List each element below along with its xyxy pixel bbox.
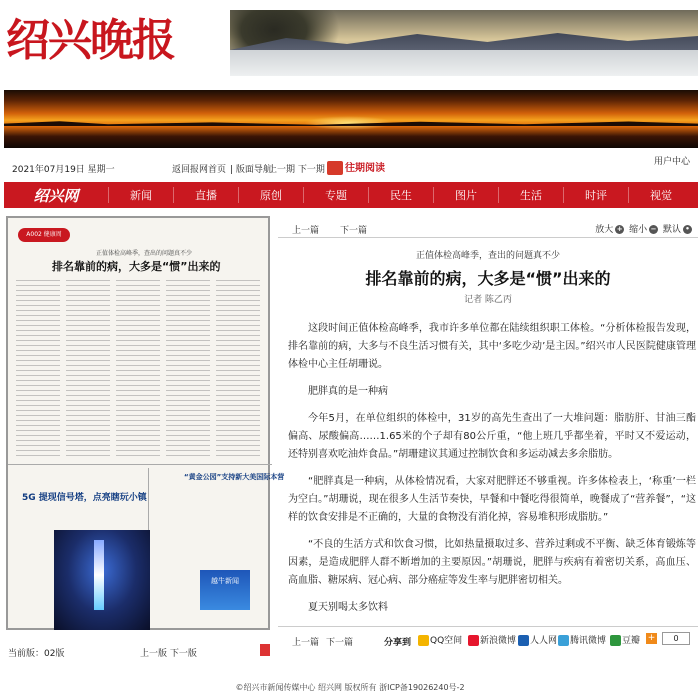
article-kicker: 正值体检高峰季，查出的问题真不少: [415, 251, 560, 261]
zoom-default-label[interactable]: 默认: [662, 225, 681, 235]
divider: [8, 464, 272, 465]
lead-kicker: 正值体检高峰季，查出的问题真不少: [96, 250, 193, 257]
top-links: 返回报网首页 | 版面导航: [172, 165, 272, 175]
page-lead-header: [16, 224, 256, 273]
text-column: [166, 280, 210, 458]
share-count: 0: [662, 632, 690, 645]
header-banner-lake: [230, 10, 698, 76]
share-renren-label: 人人网: [530, 636, 558, 646]
share-bar: [278, 626, 698, 650]
issue-date: 2021年07月19日 星期一: [12, 165, 115, 175]
next-edition-link[interactable]: 下一版: [169, 649, 197, 659]
next-article-link[interactable]: 下一篇: [340, 226, 368, 236]
pdf-icon[interactable]: [260, 644, 270, 656]
nav-item-live[interactable]: 直播: [173, 187, 238, 203]
header-banner-sunset: [4, 90, 698, 148]
newspaper-page-thumbnail[interactable]: [6, 216, 285, 630]
prev-article-link-bottom[interactable]: 上一篇: [292, 638, 320, 648]
share-tencent-weibo[interactable]: [558, 633, 606, 646]
share-douban[interactable]: [610, 633, 640, 646]
text-column: [216, 280, 260, 458]
site-brand[interactable]: 绍兴网: [33, 186, 79, 205]
story-title: “黄金公园”支持新大美国际本营: [184, 473, 285, 481]
app-ad: 越牛新闻: [200, 570, 250, 610]
prev-edition-link[interactable]: 上一版: [140, 649, 168, 659]
share-label: 分享到: [384, 638, 412, 648]
share-renren[interactable]: [518, 633, 557, 646]
story-5g-tower[interactable]: [14, 468, 146, 628]
user-center-link[interactable]: 用户中心: [653, 157, 690, 167]
share-tencent-weibo-label: 腾讯微博: [570, 636, 607, 646]
text-column: [116, 280, 160, 458]
article-byline: 记者 陈乙丙: [464, 295, 512, 305]
story-park[interactable]: [156, 468, 285, 628]
text-column: [66, 280, 110, 458]
share-qzone[interactable]: [418, 633, 462, 646]
share-weibo[interactable]: [468, 633, 516, 646]
lead-title[interactable]: 排名靠前的病，大多是“惯”出来的: [52, 260, 221, 273]
share-weibo-label: 新浪微博: [480, 636, 517, 646]
paragraph: “不良的生活方式和饮食习惯，比如热量摄取过多、营养过剩或不平衡、缺乏体育锻炼等因素，是造成肥胖人群不断增加的主要原因。”胡珊说，肥胖与疾病有着密切关系，高血压、高血脂、糖尿病、冠心病、部分癌症等发生率与肥胖密切相关。: [288, 539, 696, 586]
paragraph: “肥胖真是一种病，从体检情况看，大家对肥胖还不够重视。许多体检表上，‘称重’一栏为空白。”胡珊说，现在很多人生活节奏快，早餐和中餐吃得很简单，晚餐成了“营养餐”，“这样的饮食安排是不正确的，大量的食物没有消化掉，容易堆积形成脂肪。”: [288, 476, 696, 523]
article-panel: [278, 216, 698, 646]
past-issues-link[interactable]: [327, 159, 385, 175]
nav-item-topics[interactable]: 专题: [303, 187, 368, 203]
zoom-out-icon[interactable]: −: [650, 225, 657, 233]
paragraph: 今年5月，在单位组织的体检中，31岁的高先生查出了一大堆问题：脂肪肝、甘油三酯偏高、尿酸偏高……1.65米的个子却有80公斤重，“他上班几乎都坐着，平时又不爱运动，还特别喜欢吃油炸食品。”胡珊建议其通过控制饮食和多运动减去多余脂肪。: [288, 413, 696, 460]
article-toolbar: [278, 216, 698, 238]
date-bar: [0, 156, 700, 178]
lead-text-columns: [16, 280, 260, 458]
article-body: [288, 320, 696, 622]
nav-item-visual[interactable]: 视觉: [628, 187, 693, 203]
tencent-weibo-icon: [558, 635, 569, 646]
footer-copyright: ©绍兴市新闻传媒中心 绍兴网 版权所有 浙ICP备19026240号-2: [235, 683, 465, 692]
tower-photo: [94, 540, 104, 610]
zoom-in-icon[interactable]: +: [616, 225, 623, 233]
page-bar: [8, 642, 270, 658]
renren-icon: [518, 635, 529, 646]
section-nav-link[interactable]: 版面导航: [235, 165, 272, 175]
home-link[interactable]: 返回报网首页: [172, 165, 227, 175]
nav-item-photos[interactable]: 图片: [433, 187, 498, 203]
prev-issue-link[interactable]: 上一期: [268, 165, 296, 175]
douban-icon: [610, 635, 621, 646]
past-issues-label: 往期阅读: [345, 163, 385, 174]
subheading: 夏天别喝太多饮料: [308, 602, 388, 613]
zoom-out-label[interactable]: 缩小: [629, 225, 648, 235]
zoom-in-label[interactable]: 放大: [595, 225, 614, 235]
section-badge: A002 健康周: [18, 228, 70, 242]
next-article-link-bottom[interactable]: 下一篇: [326, 638, 354, 648]
article-headline: 排名靠前的病，大多是“惯”出来的: [365, 269, 611, 288]
main-nav: [4, 182, 698, 208]
more-share-icon[interactable]: +: [647, 633, 656, 643]
next-issue-link[interactable]: 下一期: [297, 165, 325, 175]
paragraph: 这段时间正值体检高峰季，我市许多单位都在陆续组织职工体检。“分析体检报告发现，排名靠前的病，大多与不良生活习惯有关，其中‘多吃少动’是主因。”绍兴市人民医院健康管理体检中心主任胡珊说。: [288, 323, 696, 370]
nav-item-life[interactable]: 生活: [498, 187, 563, 203]
weibo-icon: [468, 635, 479, 646]
zoom-controls: [595, 222, 694, 235]
nav-item-original[interactable]: 原创: [238, 187, 303, 203]
issue-pager: [268, 162, 325, 175]
text-column: [16, 280, 60, 458]
prev-article-link[interactable]: 上一篇: [292, 226, 320, 236]
zoom-default-icon[interactable]: •: [683, 225, 692, 234]
qzone-icon: [418, 635, 429, 646]
subheading: 肥胖真的是一种病: [308, 386, 388, 397]
nav-item-news[interactable]: 新闻: [108, 187, 173, 203]
edition-pager: [140, 646, 197, 659]
nav-item-livelihood[interactable]: 民生: [368, 187, 433, 203]
current-edition: 当前版：02版: [8, 649, 65, 659]
newspaper-logo[interactable]: 绍兴晚报: [6, 15, 174, 66]
share-qzone-label: QQ空间: [430, 636, 463, 646]
lake-water: [230, 50, 698, 76]
calendar-icon: [327, 161, 343, 175]
masthead: [0, 0, 700, 80]
share-douban-label: 豆瓣: [622, 636, 641, 646]
nav-item-commentary[interactable]: 时评: [563, 187, 628, 203]
story-title: 5G 提现信号塔，点亮瞎玩小镇: [22, 493, 147, 503]
